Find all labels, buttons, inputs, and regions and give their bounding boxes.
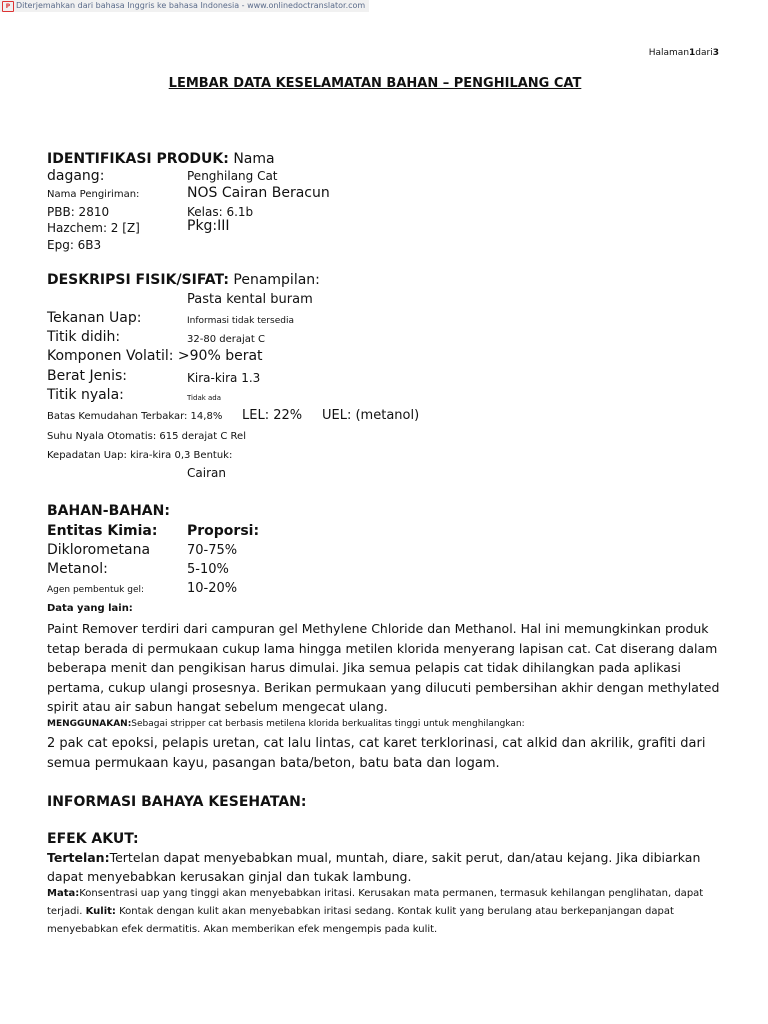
specific-gravity-value: Kira-kira 1.3 <box>187 371 261 385</box>
uel-value: UEL: (metanol) <box>322 408 420 423</box>
eye-skin-paragraph: Mata:Konsentrasi uap yang tinggi akan menyebabkan iritasi. Kerusakan mata permanen, termasuk kehilangan penglihatan, dapat terjadi. Kulit: Kontak dengan kulit akan menyebabkan iritasi sedang. Kontak kulit yang berulang atau berkepanjangan dapat menyebabkan efek dermatitis. Akan memberikan efek mengempis pada kulit. <box>47 888 704 935</box>
epg-code: Epg: 6B3 <box>47 238 102 252</box>
trade-name-label: dagang: <box>47 168 105 184</box>
vapour-density: Kepadatan Uap: kira-kira 0,3 Bentuk: <box>47 450 233 461</box>
packing-group: Pkg:III <box>187 218 230 234</box>
form-value: Cairan <box>187 466 226 480</box>
physical-heading: DESKRIPSI FISIK/SIFAT: Penampilan: <box>47 272 320 288</box>
boiling-point-value: 32-80 derajat C <box>187 334 265 345</box>
flammability-limits: Batas Kemudahan Terbakar: 14,8% <box>47 411 223 422</box>
document-title: LEMBAR DATA KESELAMATAN BAHAN – PENGHILANG CAT <box>168 76 582 91</box>
flash-point-label: Titik nyala: <box>47 387 124 403</box>
ingredients-entity-header: Entitas Kimia: <box>47 523 158 539</box>
product-heading: IDENTIFIKASI PRODUK: Nama <box>47 151 275 167</box>
acute-effects-heading: EFEK AKUT: <box>47 831 139 847</box>
page-counter: Halaman1dari3 <box>648 48 719 58</box>
ingredient-name: Diklorometana <box>47 542 151 558</box>
ingredient-name: Metanol: <box>47 561 108 577</box>
autoignition-temperature: Suhu Nyala Otomatis: 615 derajat C Rel <box>47 431 246 442</box>
swallowed-paragraph: Tertelan:Tertelan dapat menyebabkan mual, muntah, diare, sakit perut, dan/atau kejang. Jika dibiarkan dapat menyebabkan kerusakan ginjal dan tukak lambung. <box>47 850 701 884</box>
banner-text: Diterjemahkan dari bahasa Inggris ke bahasa Indonesia - www.onlinedoctranslator.com <box>16 1 366 10</box>
other-data-heading: Data yang lain: <box>47 603 133 614</box>
ingredient-name: Agen pembentuk gel: <box>47 585 145 595</box>
pdf-translate-icon: P <box>2 1 14 12</box>
appearance-value: Pasta kental buram <box>187 292 313 307</box>
hazchem-code: Hazchem: 2 [Z] <box>47 221 140 235</box>
shipping-name-value: NOS Cairan Beracun <box>187 185 330 201</box>
volatile-components: Komponen Volatil: >90% berat <box>47 348 263 364</box>
vapour-pressure-value: Informasi tidak tersedia <box>187 316 294 326</box>
other-data-paragraph: Paint Remover terdiri dari campuran gel Methylene Chloride dan Methanol. Hal ini memungkinkan produk tetap berada di permukaan cukup lama hingga metilen klorida menyerang lapisan cat. Cat diserang dalam beberapa menit dan pengikisan harus dimulai. Jika semua pelapis cat tidak dihilangkan pada aplikasi pertama, cukup ulangi prosesnya. Berikan permukaan yang dilucuti pembersihan akhir dengan methylated spirit atau air sabun hangat sebelum mengecat ulang. <box>47 621 720 714</box>
uses-line: MENGGUNAKAN:Sebagai stripper cat berbasis metilena klorida berkualitas tinggi untuk menghilangkan: <box>47 719 525 729</box>
un-number: PBB: 2810 <box>47 205 110 219</box>
vapour-pressure-label: Tekanan Uap: <box>47 310 142 326</box>
ingredient-proportion: 10-20% <box>187 581 238 596</box>
lel-value: LEL: 22% <box>242 408 303 423</box>
ingredient-proportion: 5-10% <box>187 562 229 577</box>
trade-name-value: Penghilang Cat <box>187 169 278 183</box>
translator-banner[interactable] <box>0 0 369 12</box>
flash-point-value: Tidak ada <box>187 394 222 402</box>
hazard-class: Kelas: 6.1b <box>187 205 254 219</box>
uses-paragraph: 2 pak cat epoksi, pelapis uretan, cat lalu lintas, cat karet terklorinasi, cat alkid dan akrilik, grafiti dari semua permukaan kayu, pasangan bata/beton, batu bata dan logam. <box>47 736 706 771</box>
specific-gravity-label: Berat Jenis: <box>47 368 128 384</box>
shipping-name-label: Nama Pengiriman: <box>47 189 140 200</box>
boiling-point-label: Titik didih: <box>47 329 121 345</box>
ingredients-heading: BAHAN-BAHAN: <box>47 503 170 519</box>
ingredient-proportion: 70-75% <box>187 543 238 558</box>
health-heading: INFORMASI BAHAYA KESEHATAN: <box>47 794 307 810</box>
ingredients-proportion-header: Proporsi: <box>187 523 260 539</box>
